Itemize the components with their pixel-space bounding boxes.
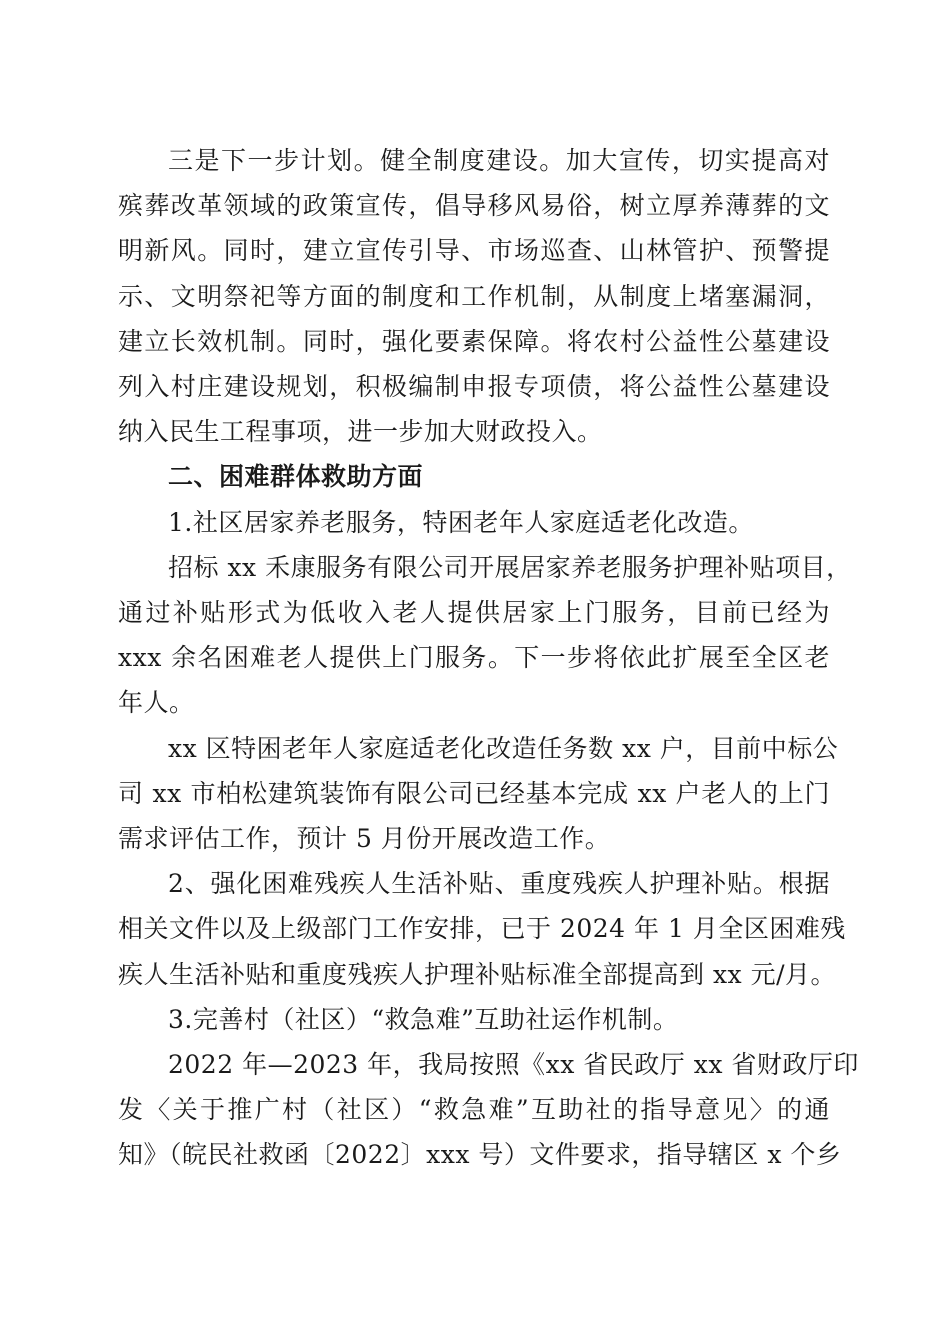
text-line: 殡葬改革领域的政策宣传，倡导移风易俗，树立厚养薄葬的文 <box>118 191 830 221</box>
text-line: 3.完善村（社区）“救急难”互助社运作机制。 <box>168 1004 679 1034</box>
text-line: xx 区特困老年人家庭适老化改造任务数 xx 户，目前中标公 <box>168 733 839 763</box>
text-line: 三是下一步计划。健全制度建设。加大宣传，切实提高对 <box>168 146 830 175</box>
text-line: 疾人生活补贴和重度残疾人护理补贴标准全部提高到 xx 元/月。 <box>118 959 837 989</box>
text-line: 通过补贴形式为低收入老人提供居家上门服务，目前已经为 <box>118 598 830 628</box>
paragraph-disability-subsidy <box>118 861 846 997</box>
text-line: 2022 年—2023 年，我局按照《xx 省民政厅 xx 省财政厅印 <box>168 1050 859 1080</box>
text-line: 建立长效机制。同时，强化要素保障。将农村公益性公墓建设 <box>118 326 830 356</box>
text-line: 示、文明祭祀等方面的制度和工作机制，从制度上堵塞漏洞， <box>118 281 830 311</box>
text-line: 发〈关于推广村（社区）“救急难”互助社的指导意见〉的通 <box>118 1095 830 1125</box>
text-line: 年人。 <box>118 688 195 718</box>
text-line: 明新风。同时，建立宣传引导、市场巡查、山林管护、预警提 <box>118 236 830 266</box>
text-line: 司 xx 市柏松建筑装饰有限公司已经基本完成 xx 户老人的上门 <box>118 778 830 808</box>
text-line: 列入村庄建设规划，积极编制申报专项债，将公益性公墓建设 <box>118 372 830 402</box>
text-line: 需求评估工作，预计 5 月份开展改造工作。 <box>118 824 611 854</box>
item-1-title <box>118 500 830 545</box>
text-line: 招标 xx 禾康服务有限公司开展居家养老服务护理补贴项目， <box>168 552 852 582</box>
text-line: 知》（皖民社救函〔2022〕xxx 号）文件要求，指导辖区 x 个乡 <box>118 1140 842 1170</box>
text-line: 纳入民生工程事项，进一步加大财政投入。 <box>118 417 603 447</box>
text-line: xxx 余名困难老人提供上门服务。下一步将依此扩展至全区老 <box>118 643 830 673</box>
document-page <box>118 138 859 1178</box>
text-line: 2、强化困难残疾人生活补贴、重度残疾人护理补贴。根据 <box>168 869 830 899</box>
item-3-title <box>118 997 830 1042</box>
paragraph-home-renovation <box>118 726 839 862</box>
paragraph-home-care <box>118 545 852 726</box>
text-line: 1.社区居家养老服务，特困老年人家庭适老化改造。 <box>168 507 754 537</box>
text-line: 相关文件以及上级部门工作安排，已于 2024 年 1 月全区困难残 <box>118 914 846 944</box>
paragraph-mutual-aid <box>118 1042 859 1178</box>
section-heading: 二、困难群体救助方面 <box>168 462 424 492</box>
paragraph-next-plan <box>118 138 830 454</box>
